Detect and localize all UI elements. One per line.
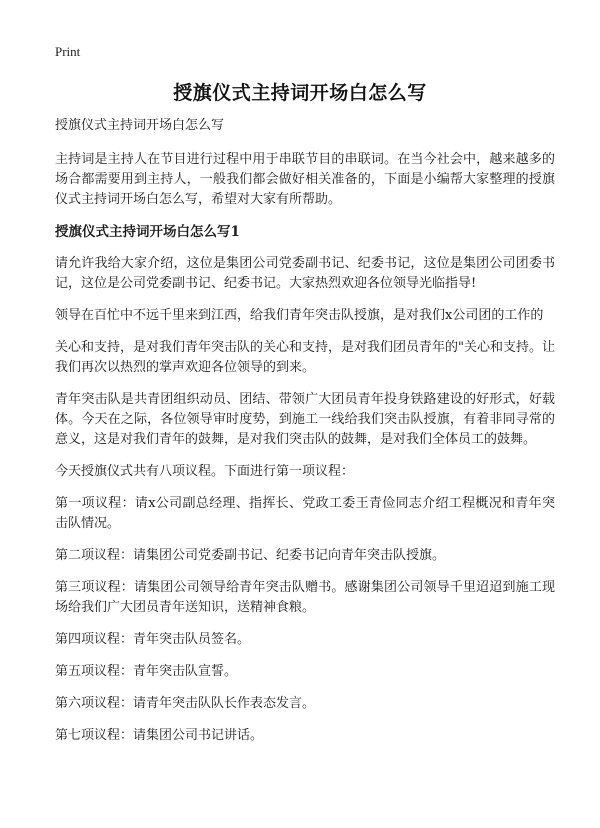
agenda-item: 第六项议程：请青年突击队队长作表态发言。: [55, 696, 316, 711]
paragraph: 青年突击队是共青团组织动员、团结、带领广大团员青年投身铁路建设的好形式，好载体。今天在之际，各位领导审时度势，到施工一线给我们突击队授旗，有着非同寻常的意义，这是对我们青年的鼓舞，是对我们突击队的鼓舞，是对我们全体员工的鼓舞。: [55, 392, 555, 447]
paragraph: 今天授旗仪式共有八项议程。下面进行第一项议程：: [55, 464, 355, 479]
paragraph: 关心和支持，是对我们青年突击队的关心和支持，是对我们团员青年的"关心和支持。让我们再次以热烈的掌声欢迎各位领导的到来。: [55, 340, 555, 375]
page-title: 授旗仪式主持词开场白怎么写: [173, 82, 427, 104]
agenda-item: 第三项议程：请集团公司领导给青年突击队赠书。感谢集团公司领导千里迢迢到施工现场给我们广大团员青年送知识，送精神食粮。: [55, 580, 555, 615]
paragraph: 领导在百忙中不远千里来到江西，给我们青年突击队授旗，是对我们x公司团的工作的: [55, 308, 544, 323]
article-subtitle: 授旗仪式主持词开场白怎么写: [55, 118, 225, 133]
agenda-item: 第二项议程：请集团公司党委副书记、纪委书记向青年突击队授旗。: [55, 548, 446, 563]
paragraph: 请允许我给大家介绍，这位是集团公司党委副书记、纪委书记，这位是集团公司团委书记，这位是公司党委副书记、纪委书记。大家热烈欢迎各位领导光临指导!: [55, 256, 555, 291]
agenda-item: 第四项议程：青年突击队员签名。: [55, 632, 251, 647]
article-body: [55, 116, 555, 758]
intro-paragraph: 主持词是主持人在节目进行过程中用于串联节目的串联词。在当今社会中，越来越多的场合都需要用到主持人，一般我们都会做好相关准备的，下面是小编帮大家整理的授旗仪式主持词开场白怎么写，希望对大家有所帮助。: [55, 152, 555, 207]
agenda-item: 第五项议程：青年突击队宣誓。: [55, 664, 238, 679]
agenda-item: 第七项议程：请集团公司书记讲话。: [55, 728, 264, 743]
print-link[interactable]: Print: [55, 44, 81, 59]
section-heading: 授旗仪式主持词开场白怎么写1: [55, 224, 240, 240]
agenda-item: 第一项议程：请x公司副总经理、指挥长、党政工委王青俭同志介绍工程概况和青年突击队情况。: [55, 496, 555, 531]
